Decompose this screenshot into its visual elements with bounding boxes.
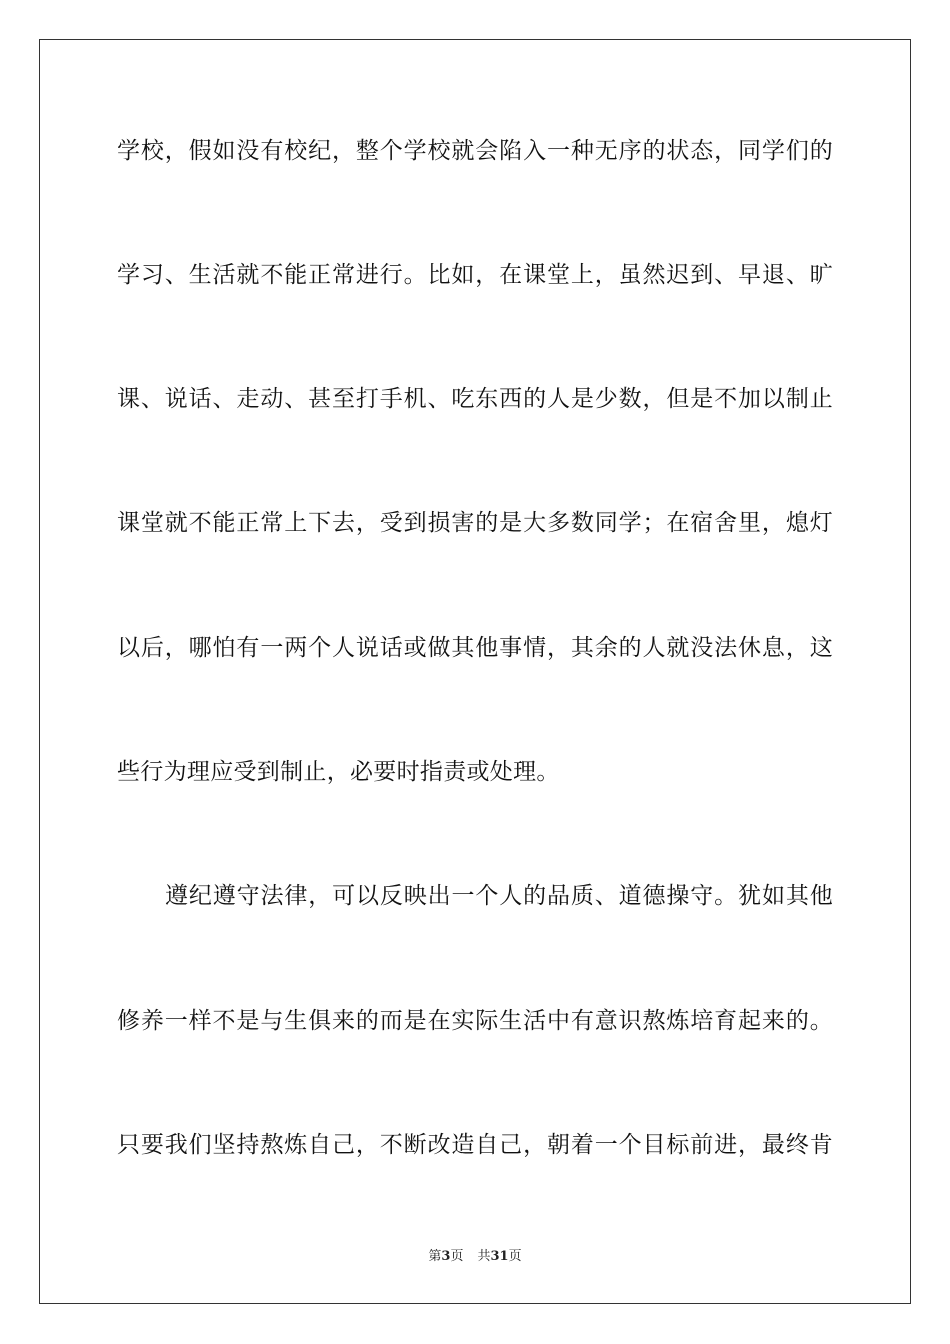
body-text-line: 些行为理应受到制止，必要时指责或处理。 — [117, 759, 560, 785]
page-border — [39, 39, 911, 1304]
page-number: 3 — [441, 1249, 451, 1264]
total-prefix: 共 — [477, 1249, 491, 1264]
page-suffix: 页 — [450, 1249, 464, 1264]
body-text-line: 学习、生活就不能正常进行。比如，在课堂上，虽然迟到、早退、旷 — [117, 262, 833, 288]
body-text-line: 课堂就不能正常上下去，受到损害的是大多数同学；在宿舍里，熄灯 — [117, 510, 833, 536]
page-prefix: 第 — [428, 1249, 442, 1264]
body-text-line: 学校，假如没有校纪，整个学校就会陷入一种无序的状态，同学们的 — [117, 138, 833, 164]
total-pages: 31 — [490, 1249, 509, 1264]
body-text-line: 只要我们坚持熬炼自己，不断改造自己，朝着一个目标前进，最终肯 — [117, 1132, 833, 1158]
total-suffix: 页 — [508, 1249, 522, 1264]
body-text-line: 修养一样不是与生俱来的而是在实际生活中有意识熬炼培育起来的。 — [117, 1008, 833, 1034]
body-text-line: 课、说话、走动、甚至打手机、吃东西的人是少数，但是不加以制止 — [117, 386, 833, 412]
body-text-line: 以后，哪怕有一两个人说话或做其他事情，其余的人就没法休息，这 — [117, 635, 833, 661]
paragraph-first-line: 遵纪遵守法律，可以反映出一个人的品质、道德操守。犹如其他 — [165, 883, 833, 909]
page-footer — [0, 1248, 950, 1266]
